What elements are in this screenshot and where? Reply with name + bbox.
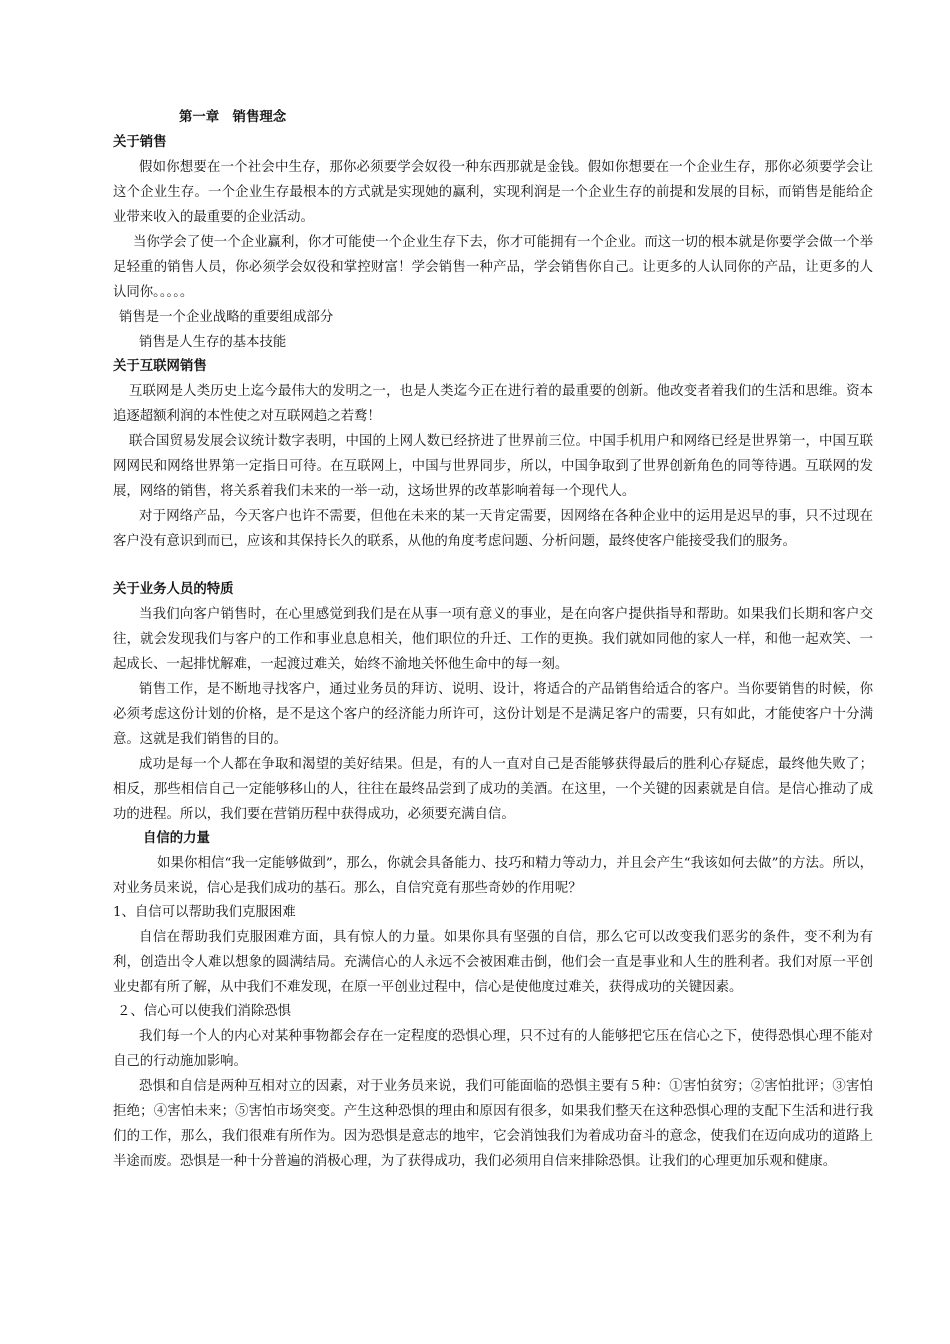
paragraph: 成功是每一个人都在争取和渴望的美好结果。但是，有的人一直对自己是否能够获得最后的胜利心存疑虑，最终他失败了；相反，那些相信自己一定能够移山的人，往往在最终品尝到了成功的美酒。在这里，一个关键的因素就是自信。是信心推动了成功的进程。所以，我们要在营销历程中获得成功，必须要充满自信。 <box>113 757 873 822</box>
section-heading-confidence: 自信的力量 <box>143 831 210 846</box>
paragraph: 销售是人生存的基本技能 <box>139 335 287 350</box>
list-item-heading: ２、信心可以使我们消除恐惧 <box>117 1004 292 1019</box>
paragraph: 我们每一个人的内心对某种事物都会存在一定程度的恐惧心理，只不过有的人能够把它压在信心之下，使得恐惧心理不能对自己的行动施加影响。 <box>113 1029 873 1069</box>
paragraph: 销售工作，是不断地寻找客户，通过业务员的拜访、说明、设计，将适合的产品销售给适合的客户。当你要销售的时候，你必须考虑这份计划的价格，是不是这个客户的经济能力所许可，这份计划是不是满足客户的需要，只有如此，才能使客户十分满意。这就是我们销售的目的。 <box>113 682 873 747</box>
paragraph: 联合国贸易发展会议统计数字表明，中国的上网人数已经挤进了世界前三位。中国手机用户和网络已经是世界第一，中国互联网网民和网络世界第一定指日可待。在互联网上，中国与世界同步，所以，中国争取到了世界创新角色的同等待遇。互联网的发展，网络的销售，将关系着我们未来的一举一动，这场世界的改革影响着每一个现代人。 <box>113 434 873 499</box>
paragraph: 当我们向客户销售时，在心里感觉到我们是在从事一项有意义的事业，是在向客户提供指导和帮助。如果我们长期和客户交往，就会发现我们与客户的工作和事业息息相关，他们职位的升迁、工作的更换。我们就如同他的家人一样，和他一起欢笑、一起成长、一起排忧解难，一起渡过难关，始终不渝地关怀他生命中的每一刻。 <box>113 607 873 672</box>
paragraph: 恐惧和自信是两种互相对立的因素，对于业务员来说，我们可能面临的恐惧主要有５种：①害怕贫穷；②害怕批评；③害怕拒绝；④害怕未来；⑤害怕市场突变。产生这种恐惧的理由和原因有很多，如果我们整天在这种恐惧心理的支配下生活和进行我们的工作，那么，我们很难有所作为。因为恐惧是意志的地牢，它会消蚀我们为着成功奋斗的意念，使我们在迈向成功的道路上半途而废。恐惧是一种十分普遍的消极心理，为了获得成功，我们必须用自信来排除恐惧。让我们的心理更加乐观和健康。 <box>113 1079 873 1169</box>
document-page <box>113 100 873 1174</box>
paragraph: 假如你想要在一个社会中生存，那你必须要学会奴役一种东西那就是金钱。假如你想要在一个企业生存，那你必须要学会让这个企业生存。一个企业生存最根本的方式就是实现她的赢利，实现利润是一个企业生存的前提和发展的目标，而销售是能给企业带来收入的最重要的企业活动。 <box>113 160 873 225</box>
paragraph: 对于网络产品，今天客户也许不需要，但他在未来的某一天肯定需要，因网络在各种企业中的运用是迟早的事，只不过现在客户没有意识到而已，应该和其保持长久的联系，从他的角度考虑问题、分析问题，最终使客户能接受我们的服务。 <box>113 509 873 549</box>
paragraph: 自信在帮助我们克服困难方面，具有惊人的力量。如果你具有坚强的自信，那么它可以改变我们恶劣的条件，变不利为有利，创造出令人难以想象的圆满结局。充满信心的人永远不会被困难击倒，他们会一直是事业和人生的胜利者。我们对原一平创业史都有所了解，从中我们不难发现，在原一平创业过程中，信心是使他度过难关，获得成功的关键因素。 <box>113 930 873 995</box>
spacer <box>113 554 873 578</box>
list-item-heading: 1、自信可以帮助我们克服困难 <box>113 905 296 920</box>
section-heading-sales-traits: 关于业务人员的特质 <box>113 582 234 597</box>
chapter-title: 第一章 销售理念 <box>179 110 287 125</box>
paragraph: 销售是一个企业战略的重要组成部分 <box>119 310 334 325</box>
paragraph: 如果你相信“我一定能够做到”，那么，你就会具备能力、技巧和精力等动力，并且会产生“我该如何去做”的方法。所以，对业务员来说，信心是我们成功的基石。那么，自信究竟有那些奇妙的作用呢？ <box>113 856 873 896</box>
paragraph: 当你学会了使一个企业赢利，你才可能使一个企业生存下去，你才可能拥有一个企业。而这一切的根本就是你要学会做一个举足轻重的销售人员，你必须学会奴役和掌控财富！学会销售一种产品，学会销售你自己。让更多的人认同你的产品，让更多的人认同你。。。。。 <box>113 235 873 300</box>
section-heading-sales: 关于销售 <box>113 135 167 150</box>
paragraph: 互联网是人类历史上迄今最伟大的发明之一，也是人类迄今正在进行着的最重要的创新。他改变者着我们的生活和思维。资本追逐超额利润的本性使之对互联网趋之若鹜！ <box>113 384 873 424</box>
section-heading-internet-sales: 关于互联网销售 <box>113 359 207 374</box>
